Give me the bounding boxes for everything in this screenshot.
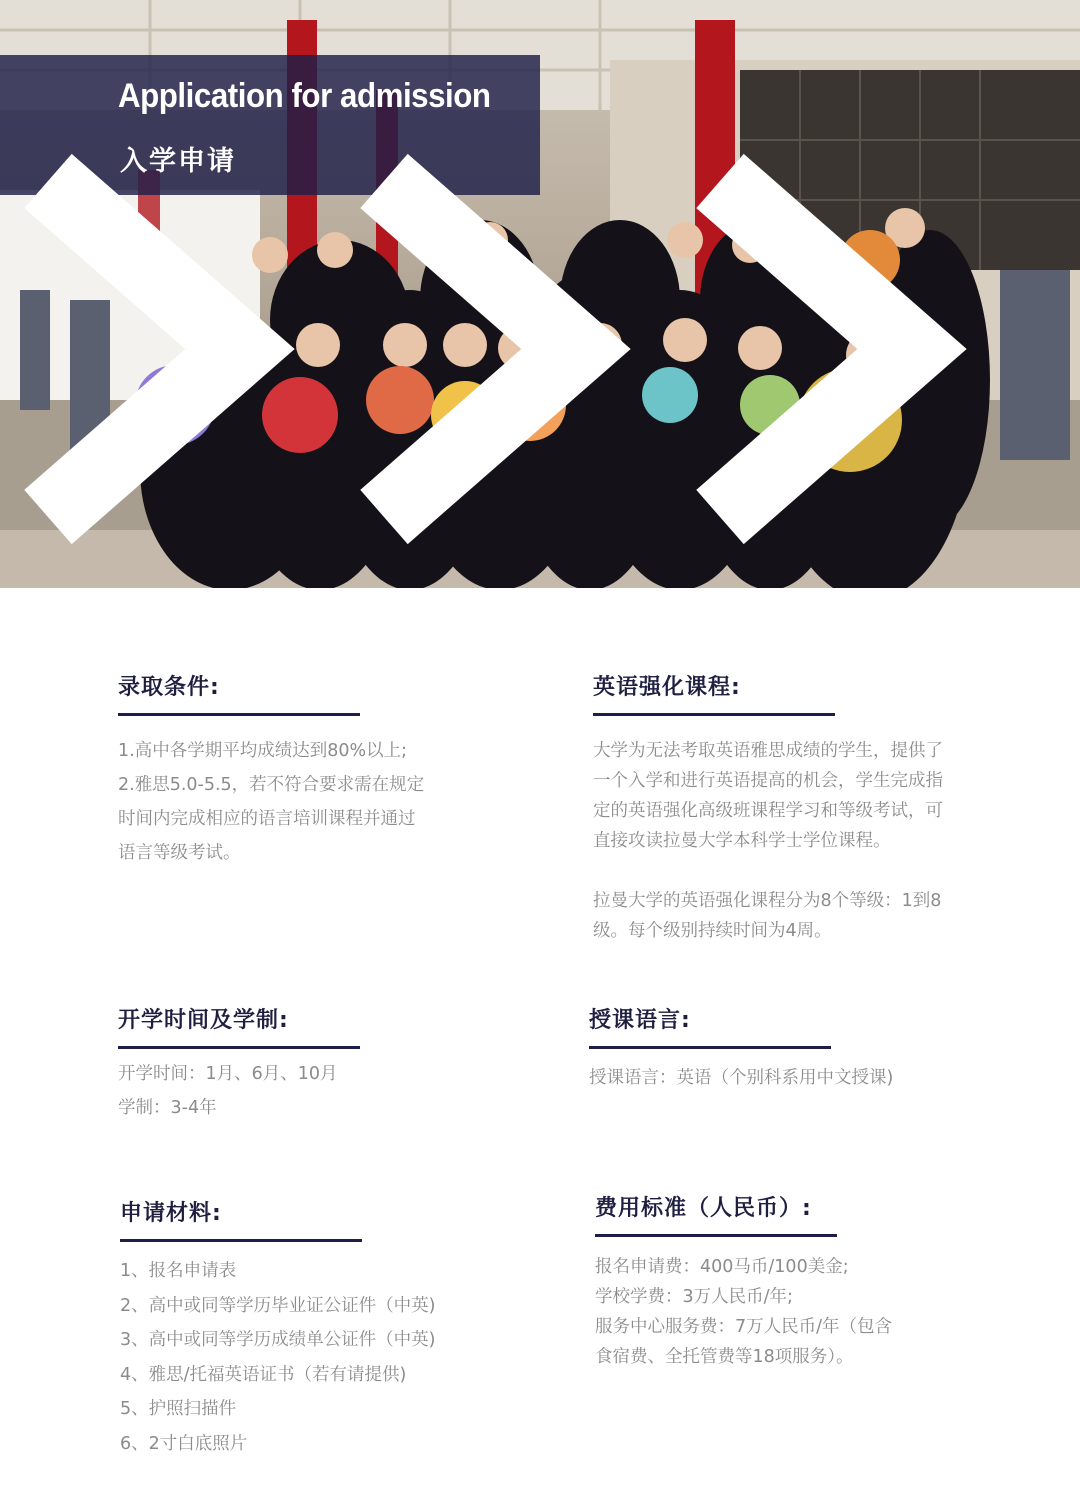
body-line: 报名申请费：400马币/100美金; (595, 1257, 849, 1277)
section-divider (118, 1046, 360, 1049)
body-line: 开学时间：1月、6月、10月 (118, 1064, 338, 1084)
section-title: 授课语言: (589, 1008, 691, 1033)
list-item: 5、护照扫描件 (120, 1399, 237, 1419)
section-title: 费用标准（人民币）: (595, 1196, 812, 1221)
body-line: 定的英语强化高级班课程学习和等级考试，可 (593, 801, 943, 821)
body-line: 一个入学和进行英语提高的机会，学生完成指 (593, 771, 943, 791)
triple-chevron-right-icon (0, 55, 1080, 588)
list-item: 6、2寸白底照片 (120, 1433, 248, 1454)
section-body (593, 736, 1003, 946)
page-title-english: Application for admission (118, 77, 491, 115)
body-line: 1.高中各学期平均成绩达到80%以上; (118, 741, 407, 761)
section-intake-and-duration (118, 1003, 538, 1125)
title-banner (0, 55, 540, 195)
materials-list (120, 1254, 540, 1461)
body-line: 拉曼大学的英语强化课程分为8个等级：1到8 (593, 891, 942, 911)
section-divider (593, 713, 835, 716)
section-body (589, 1061, 1009, 1095)
body-line: 时间内完成相应的语言培训课程并通过 (118, 809, 416, 829)
section-body (118, 1057, 538, 1125)
hero-photo (0, 0, 1080, 588)
section-title: 开学时间及学制: (118, 1008, 289, 1033)
section-divider (120, 1239, 362, 1242)
body-line: 2.雅思5.0-5.5，若不符合要求需在规定 (118, 775, 425, 795)
body-line: 学制：3-4年 (118, 1098, 217, 1118)
body-line: 食宿费、全托管费等18项服务）。 (595, 1347, 854, 1367)
body-line: 语言等级考试。 (118, 843, 241, 863)
section-admission-requirements (118, 670, 538, 870)
section-divider (595, 1234, 837, 1237)
body-line: 级。每个级别持续时间为4周。 (593, 921, 832, 941)
list-item: 3、高中或同等学历成绩单公证件（中英) (120, 1330, 436, 1350)
body-line: 学校学费：3万人民币/年; (595, 1287, 793, 1307)
section-fee-standard (595, 1191, 955, 1372)
body-line: 授课语言：英语（个别科系用中文授课) (589, 1068, 894, 1088)
section-title: 申请材料: (120, 1201, 222, 1226)
section-body (595, 1252, 955, 1372)
page-title-chinese: 入学申请 (120, 146, 236, 177)
paragraph-gap (593, 856, 1003, 886)
section-title: 英语强化课程: (593, 675, 741, 700)
body-line: 服务中心服务费：7万人民币/年（包含 (595, 1317, 893, 1337)
section-divider (589, 1046, 831, 1049)
body-line: 直接攻读拉曼大学本科学士学位课程。 (593, 831, 891, 851)
section-english-intensive-course (593, 670, 1003, 946)
section-body (118, 734, 538, 870)
list-item: 1、报名申请表 (120, 1261, 237, 1281)
list-item: 2、高中或同等学历毕业证公证件（中英) (120, 1295, 436, 1316)
section-title: 录取条件: (118, 675, 220, 700)
body-line: 大学为无法考取英语雅思成绩的学生，提供了 (593, 741, 943, 761)
list-item: 4、雅思/托福英语证书（若有请提供) (120, 1364, 407, 1385)
section-divider (118, 713, 360, 716)
section-teaching-language (589, 1003, 1009, 1095)
section-application-materials (120, 1196, 540, 1461)
